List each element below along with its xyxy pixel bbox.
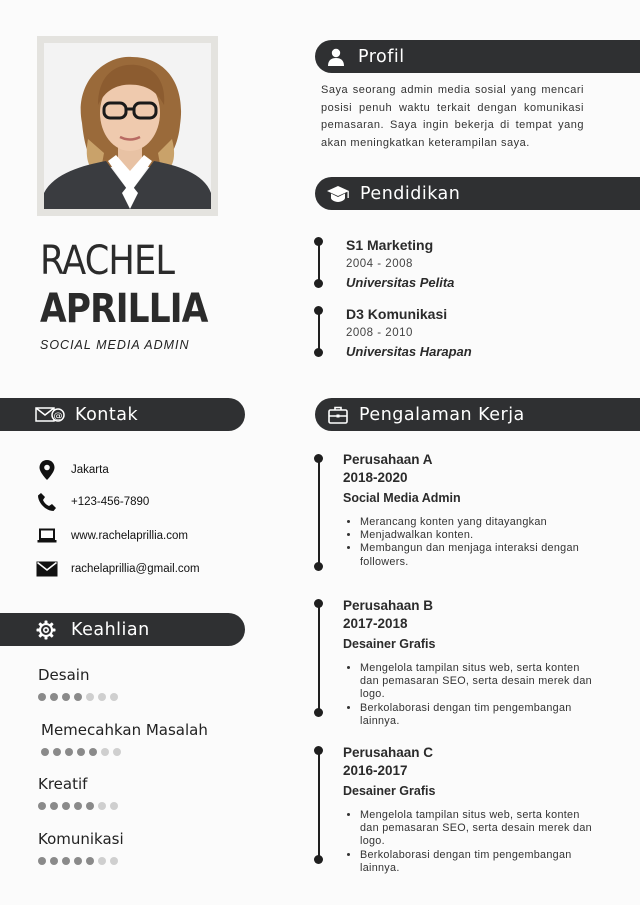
skill-name: Desain [38,666,90,684]
skill-rating [41,748,208,756]
skill-dot-filled [74,802,82,810]
job-title: SOCIAL MEDIA ADMIN [40,338,190,352]
skill-dot-filled [50,802,58,810]
skill-dot-filled [38,802,46,810]
skill-dot-filled [74,857,82,865]
job-duty: • Mengelola tampilan situs web, serta konten dan pemasaran SEO, serta desain merek dan logo. [360,662,593,702]
gear-icon [36,620,56,640]
experience-section-header [315,398,640,431]
job-company: Perusahaan A [343,452,433,467]
job-years: 2017-2018 [343,616,408,631]
job-duty: • Menjadwalkan konten. [360,529,593,542]
contact-email-text: rachelaprillia@gmail.com [71,563,200,575]
experience-section-title: Pengalaman Kerja [359,404,525,425]
contact-location [36,459,109,481]
skill-dot-filled [65,748,73,756]
job-years: 2018-2020 [343,470,408,485]
timeline-line [318,750,320,859]
job-duty: • Merancang konten yang ditayangkan [360,516,593,529]
skills-section-header [0,613,245,646]
job-years: 2016-2017 [343,763,408,778]
envelope-icon [36,558,58,580]
timeline-dot [314,708,323,717]
education-degree: D3 Komunikasi [346,306,448,322]
profile-section-header [315,40,640,73]
contact-email[interactable] [36,558,200,580]
skill-dot-filled [74,693,82,701]
skill-dot-empty [101,748,109,756]
first-name: RACHEL [40,238,175,284]
profile-photo [44,43,211,209]
phone-icon [36,491,58,513]
skill-item [38,666,118,701]
skill-dot-empty [98,857,106,865]
skill-name: Komunikasi [38,830,124,848]
timeline-dot [314,279,323,288]
job-company: Perusahaan B [343,598,434,613]
skill-dot-filled [53,748,61,756]
contact-phone-text: +123-456-7890 [71,496,150,508]
timeline-dot [314,348,323,357]
skill-item [38,775,118,810]
profile-section-title: Profil [358,46,405,67]
skill-dot-filled [50,693,58,701]
job-duty: • Berkolaborasi dengan tim pengembangan lainnya. [360,849,593,875]
skill-dot-filled [62,802,70,810]
contact-section-header [0,398,245,431]
briefcase-icon [328,406,348,424]
job-duties-list [343,662,593,728]
job-role: Desainer Grafis [343,784,436,798]
job-duties-list [343,516,593,569]
education-school: Universitas Pelita [346,275,455,290]
timeline-dot [314,562,323,571]
experience-entry [343,745,593,875]
skill-dot-filled [38,857,46,865]
contact-website-text: www.rachelaprillia.com [71,530,188,542]
last-name: APRILLIA [40,286,208,332]
job-duty: • Membangun dan menjaga interaksi dengan followers. [360,542,593,568]
user-icon [327,48,345,66]
contact-website[interactable] [36,525,188,547]
experience-entry [343,452,593,569]
education-entry [346,237,454,290]
education-section-title: Pendidikan [360,183,461,204]
skill-item [38,830,124,865]
contact-phone[interactable] [36,491,149,513]
skill-dot-filled [86,802,94,810]
skill-dot-filled [62,693,70,701]
contact-email-icon [35,405,65,425]
skill-dot-filled [41,748,49,756]
timeline-line [318,310,320,352]
skill-name: Kreatif [38,775,88,793]
education-years: 2004 - 2008 [346,258,413,270]
location-pin-icon [36,459,58,481]
skill-dot-filled [50,857,58,865]
timeline-dot [314,855,323,864]
skill-dot-empty [110,857,118,865]
skill-rating [38,857,124,865]
skill-dot-empty [110,693,118,701]
job-duty: • Berkolaborasi dengan tim pengembangan lainnya. [360,702,593,728]
job-duty: • Mengelola tampilan situs web, serta konten dan pemasaran SEO, serta desain merek dan logo. [360,809,593,849]
experience-entry [343,598,593,728]
education-entry [346,306,472,359]
skill-dot-filled [86,857,94,865]
job-role: Social Media Admin [343,491,461,505]
laptop-icon [36,525,58,547]
skill-dot-empty [110,802,118,810]
education-degree: S1 Marketing [346,237,434,253]
skills-section-title: Keahlian [71,619,150,640]
contact-section-title: Kontak [75,404,139,425]
education-years: 2008 - 2010 [346,327,413,339]
skill-dot-filled [62,857,70,865]
skill-name: Memecahkan Masalah [41,721,208,739]
svg-text:@: @ [53,411,63,421]
portrait-illustration [44,43,211,209]
skill-dot-filled [89,748,97,756]
skill-rating [38,693,118,701]
skill-dot-filled [77,748,85,756]
skill-rating [38,802,118,810]
profile-summary: Saya seorang admin media sosial yang mencari posisi penuh waktu terkait dengan komunikasi pemasaran. Saya ingin bekerja di tempat yang akan meningkatkan keterampilan saya. [321,84,584,149]
skill-dot-empty [86,693,94,701]
profile-photo-frame [37,36,218,216]
graduation-cap-icon [326,185,350,203]
education-school: Universitas Harapan [346,344,472,359]
education-section-header [315,177,640,210]
job-role: Desainer Grafis [343,637,436,651]
timeline-line [318,458,320,566]
skill-dot-empty [98,693,106,701]
skill-item [41,721,208,756]
job-duties-list [343,809,593,875]
skill-dot-filled [38,693,46,701]
skill-dot-empty [98,802,106,810]
timeline-line [318,603,320,712]
contact-location-text: Jakarta [71,464,109,476]
job-company: Perusahaan C [343,745,434,760]
skill-dot-empty [113,748,121,756]
timeline-line [318,241,320,283]
